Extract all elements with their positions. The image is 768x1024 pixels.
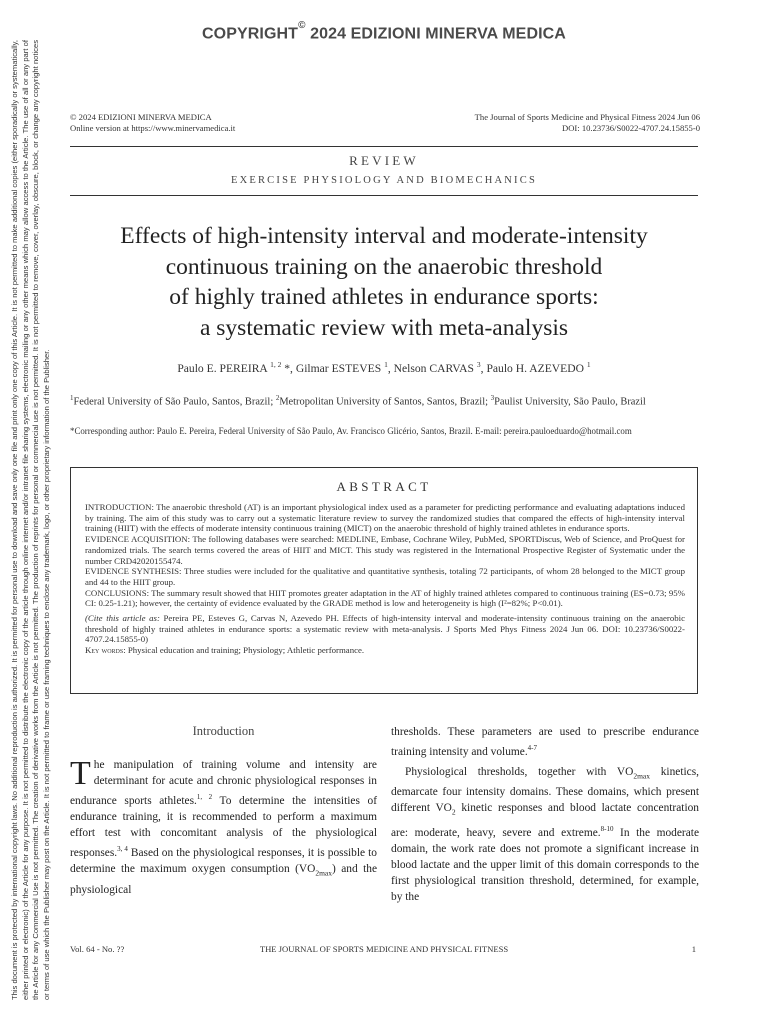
text-run: ) and the physiological [70, 863, 377, 896]
copyright-banner [0, 20, 768, 43]
author-affiliation-ref: 1 [586, 360, 591, 369]
title-line: Effects of high-intensity interval and moderate-intensity [120, 223, 648, 249]
copyright-publisher: 2024 EDIZIONI MINERVA MEDICA [310, 25, 566, 43]
subscript: 2max [315, 868, 333, 878]
subscript: 2max [633, 771, 651, 781]
author-affiliation-ref: 1 [384, 360, 388, 369]
category-label: EXERCISE PHYSIOLOGY AND BIOMECHANICS [230, 175, 538, 186]
abstract-box [70, 467, 698, 694]
text-run: thresholds. These parameters are used to prescribe endurance training intensity and volume. [391, 726, 699, 758]
text-run: kinetics, demarcate four intensity domains. These domains, which present different VO [391, 765, 699, 815]
affiliation-number: 1 [70, 394, 74, 402]
corresponding-author: *Corresponding author: Paulo E. Pereira, Federal University of São Paulo, Av. Francisco Glicério, Santos, Brazil. E-mail: pereira.pauloeduardo@hotmail.com [70, 426, 632, 436]
reference-mark: 3, 4 [117, 845, 128, 854]
abstract-citation [85, 613, 685, 645]
author-list: Paulo E. PEREIRA $^{1, 2}$ *, Gilmar ESTEVES $^1$, Nelson CARVAS $^3$, Paulo H. AZEVEDO $^1$ [177, 360, 591, 375]
reference-mark: 8-10 [600, 824, 614, 833]
text-run: Based on the physiological responses, it is possible to determine the maximum oxygen consumption (VO [70, 847, 377, 876]
abstract-evidence-acquisition: EVIDENCE ACQUISITION: The following databases were searched: MEDLINE, Embase, Cochrane Wiley, PubMed, SPORTDiscus, Web of Science, and ProQuest for randomized trials. The search terms covered the areas of HIIT and MICT. This study was registered in the International Prospective Register of Systematic under the number CRD42020155474. [85, 534, 685, 566]
abstract-conclusions: CONCLUSIONS: The summary result showed that HIIT promotes greater adaptation in the AT of highly trained athletes compared to continuous training (ES=0.73; 95% CI: 0.25-1.21); however, the certainty of evidence evaluated by the GRADE method is low and heterogeneity is high (I²=82%; P<0.01). [85, 587, 685, 609]
text-run: kinetic responses and blood lactate concentration are: moderate, heavy, severe and extreme. [391, 802, 700, 839]
author-name: Paulo H. AZEVEDO [486, 361, 585, 375]
author-affiliation-ref: 3 [476, 360, 481, 369]
keywords-label: Key words: [85, 645, 126, 656]
author-affiliation-ref: 1, 2 [270, 360, 282, 369]
cite-label: (Cite this article as: [85, 613, 160, 624]
section-label: REVIEW [349, 153, 419, 168]
left-column [70, 724, 377, 898]
author-name: Gilmar ESTEVES [295, 361, 382, 375]
drop-cap: T [70, 755, 91, 792]
online-version-link[interactable]: Online version at https://www.minervamedica.it [70, 123, 236, 133]
title-line: a systematic review with meta-analysis [199, 314, 569, 341]
affiliation: Paulist University, São Paulo, Brazil [494, 396, 646, 408]
text-run: Physiological thresholds, together with VO [405, 765, 634, 778]
affiliation-number: 3 [490, 394, 495, 402]
right-column [391, 724, 699, 905]
cite-text: Pereira PE, Esteves G, Carvas N, Azevedo PH. Effects of high-intensity interval and moderate-intensity continuous training on the anaerobic threshold of highly trained athletes in endurance sports: a systematic review with meta-analysis. J Sports Med Phys Fitness 2024 Jun 06. DOI: 10.23736/S0022-4707.24.15855-0) [85, 613, 685, 645]
header-rule-top [70, 146, 698, 147]
affiliation-number: 2 [275, 394, 280, 402]
reference-mark: 1, 2 [196, 793, 213, 802]
abstract-body [85, 502, 685, 656]
author-name: Nelson CARVAS [393, 361, 474, 375]
abstract-evidence-synthesis: EVIDENCE SYNTHESIS: Three studies were included for the qualitative and quantitative synthesis, totaling 72 participants, of whom 28 belonged to the MICT group and 44 to the HIIT group. [85, 566, 685, 587]
affiliations [70, 392, 698, 408]
intro-paragraph [391, 764, 699, 905]
affiliation: Federal University of São Paulo, Santos, Brazil; [73, 396, 276, 408]
affiliation: Metropolitan University of Santos, Santos, Brazil; [279, 396, 491, 408]
publisher-copyright: © 2024 EDIZIONI MINERVA MEDICA [70, 112, 212, 122]
author-name: Paulo E. PEREIRA [177, 361, 268, 375]
footer-volume: Vol. 64 - No. ?? [70, 944, 125, 954]
copyright-symbol: © [298, 20, 306, 31]
doi: DOI: 10.23736/S0022-4707.24.15855-0 [562, 123, 700, 133]
abstract-heading: ABSTRACT [336, 479, 432, 494]
keywords-text: Physical education and training; Physiology; Athletic performance. [125, 645, 365, 656]
text-run: In the moderate domain, the work rate does not promote a significant increase in blood lactate and the upper limit of this domain corresponds to the first physiological transition threshold, determined, for example, by the [391, 826, 699, 903]
copyright-side-notice: This document is protected by international copyright laws. No additional reproduction is authorized. It is permitted for personal use to download and save only one file and print only one copy of this Article. It is not permitted to make additional copies (either sporadically or systematically, either printed or electronic) of the Article for any purpose. It is not permitted to distribute the electronic copy of the article through online internet and/or intranet file sharing systems, electronic mailing or any other means which may allow access to the Article. The use of all or any part of the Article for any Commercial Use is not permitted. The creation of derivative works from the Article is not permitted. The production of reprints for personal or commercial use is not permitted. It is not permitted to remove, cover, overlay, obscure, block, or change any copyright notices or terms of use which the Publisher may post on the Article. It is not permitted to frame or use framing techniques to enclose any trademark, logo, or other proprietary information of the Publisher. [10, 40, 51, 1000]
corresponding-mark: * [281, 361, 291, 375]
header-rule-bottom [70, 195, 698, 196]
text-run: he manipulation of training volume and intensity are determinant for acute and chronic physiological responses in endurance sports athletes. [70, 759, 377, 807]
copyright-word: COPYRIGHT [202, 25, 299, 43]
abstract-keywords [85, 645, 685, 656]
title-line: of highly trained athletes in endurance sports: [169, 284, 599, 310]
footer-journal: THE JOURNAL OF SPORTS MEDICINE AND PHYSICAL FITNESS [259, 944, 509, 954]
abstract-introduction: INTRODUCTION: The anaerobic threshold (AT) is an important physiological index used as a parameter for predicting performance and evaluating adaptations induced by training. The aim of this study was to carry out a systematic literature review to survey the randomized studies that compared the effects of high-intensity interval training (HIIT) with the effects of moderate intensity continuous training (MICT) on the anaerobic threshold of highly trained athletes in endurance sports. [85, 502, 685, 534]
journal-meta [475, 112, 700, 134]
title-line: continuous training on the anaerobic threshold [165, 253, 603, 280]
publisher-meta [70, 112, 235, 134]
subscript: 2 [451, 807, 456, 817]
text-run: To determine the intensities of endurance training, it is recommended to perform a maximum effort test with concomitant analysis of the physiological responses. [70, 794, 377, 860]
page-number: 1 [691, 944, 696, 954]
article-title [70, 221, 698, 343]
journal-date: The Journal of Sports Medicine and Physical Fitness 2024 Jun 06 [474, 112, 700, 122]
intro-paragraph-continued [391, 724, 699, 760]
reference-mark: 4-7 [527, 744, 538, 753]
introduction-heading: Introduction [192, 724, 255, 738]
intro-paragraph [70, 757, 377, 898]
